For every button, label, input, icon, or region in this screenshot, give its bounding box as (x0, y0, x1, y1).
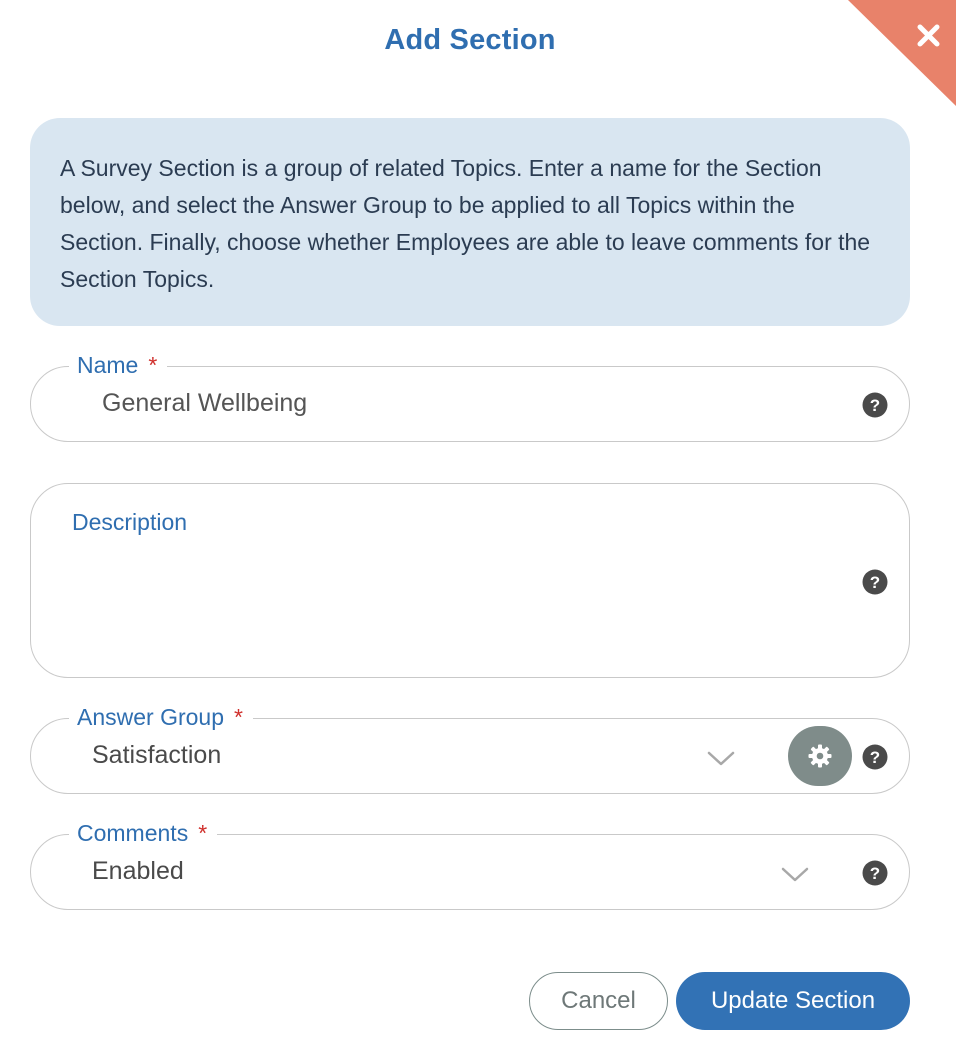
answer-group-settings-button[interactable] (788, 726, 852, 786)
svg-text:?: ? (869, 864, 881, 883)
chevron-down-icon[interactable] (706, 749, 736, 769)
update-section-button[interactable]: Update Section (676, 972, 910, 1030)
info-message: A Survey Section is a group of related Topics. Enter a name for the Section below, and select the Answer Group to be applied to all Topics within the Section. Finally, choose whether Employees are able to leave comments for the Section Topics. (30, 118, 910, 326)
description-label: Description (72, 509, 188, 535)
help-icon[interactable] (862, 860, 888, 886)
required-marker: * (148, 352, 158, 378)
svg-text:?: ? (869, 396, 881, 415)
dialog-title: Add Section (384, 24, 556, 56)
comments-value: Enabled (92, 857, 184, 885)
close-icon (848, 0, 956, 106)
gear-icon (807, 743, 833, 769)
name-input[interactable]: General Wellbeing (102, 389, 308, 417)
comments-label: Comments * (69, 816, 217, 850)
answer-group-value: Satisfaction (92, 741, 222, 769)
close-button[interactable] (848, 0, 956, 106)
name-field[interactable] (30, 352, 910, 442)
help-icon[interactable] (862, 569, 888, 595)
description-field[interactable] (30, 483, 910, 678)
help-icon[interactable] (862, 744, 888, 770)
chevron-down-icon[interactable] (780, 865, 810, 885)
svg-text:?: ? (869, 748, 881, 767)
name-label: Name * (69, 348, 167, 382)
svg-text:?: ? (869, 573, 881, 592)
required-marker: * (234, 704, 243, 730)
required-marker: * (198, 820, 208, 846)
answer-group-select[interactable] (30, 704, 910, 794)
help-icon[interactable] (862, 392, 888, 418)
comments-select[interactable] (30, 820, 910, 910)
cancel-button[interactable]: Cancel (529, 972, 668, 1030)
answer-group-label: Answer Group * (69, 700, 253, 734)
